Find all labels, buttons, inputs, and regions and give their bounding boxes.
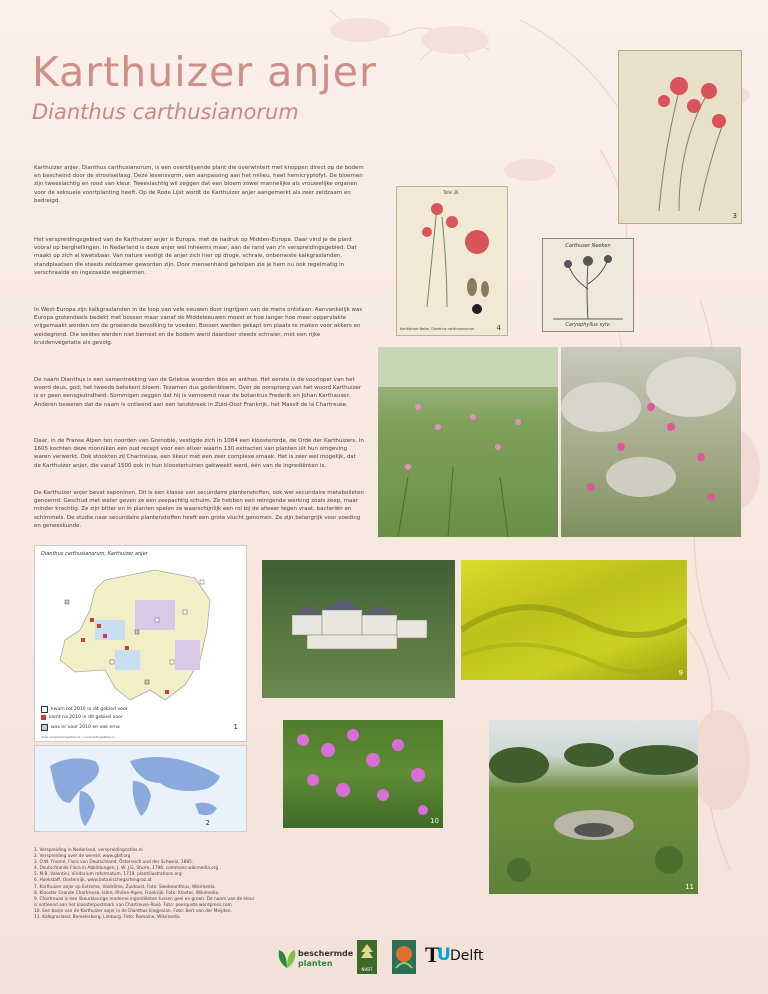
engraving-caption: Caryophyllus sylv.	[565, 322, 611, 328]
photo-rock-flowers	[561, 347, 741, 537]
legend-both	[41, 724, 120, 731]
plate-label: Tafel 36	[443, 190, 459, 195]
reference-item: 7. Karthuizer anjer op Estreme, Valdrôme, Zuidoost. Foto: Swebeanthius, Wikimedia.	[34, 884, 216, 890]
reference-item: 3. O.W. Thomé, Flora von Deutschland, Österreich und der Schweiz, 1885.	[34, 860, 194, 866]
reference-item: 6. Hoekstaff, Oostenrijk, www.botanischegartengraz.at	[34, 878, 152, 884]
logo-beschermde-planten	[276, 940, 354, 974]
legend-label: was er voor 2010 en ook erna	[51, 725, 120, 730]
reference-item: 9. Chartreuse is een likeurkleurige moderne ingrediënten tussen geel en groen. De naam van de kleur	[34, 896, 255, 902]
paragraph-saponins: De Karthuizer anjer bevat saponinen. Dit is een klasse van secundaire plantenstoffen, ook wel secundaire metabolieten genoemd. Geschud met water geven ze een zeepachtig schuim. Ze hebben een reinigende werking zoals zeep, maar minder krachtig. Ze zijn bitter en in planten spelen ze waarschijnlijk een rol bij de afweer tegen vraat, bacteriën en schimmels. De studie naar secundaire plantenstoffen heeft een grote vlucht genomen. Ze zijn belangrijk voor voeding en geneeskunde.	[34, 490, 364, 529]
photo-limestone-grassland	[489, 720, 698, 894]
distribution-map-netherlands	[34, 545, 247, 742]
image-number-1: 1	[233, 723, 238, 731]
image-number-4: 4	[496, 324, 501, 332]
legend-after-2010	[41, 715, 123, 720]
logo-tu-delft	[425, 940, 489, 974]
image-number-9: 9	[678, 669, 683, 677]
image-number-2: 2	[205, 819, 210, 827]
paragraph-monks: Daar, in de Franse Alpen ten noorden van Grenoble, vestigde zich in 1084 een kloosterorde, de Orde der Karthuizers. In 1605 kochten deze monniken een oud recept voor een elixer waarin 130 extracten van planten uit hun omgeving waren verwerkt. Ook stookten zij Chartreuse, een likeur met een zeer complexe smaak. Het is zeer wel mogelijk, dat de Karthuizer anjer, die vanaf 1500 ook in hun kloostertuinen gekweekt werd, één van de ingrediënten is.	[34, 438, 364, 469]
photo-chartreuse-colour	[461, 560, 687, 680]
photo-monastery-chartreuse	[262, 560, 455, 698]
paragraph-grasslands: In West-Europa zijn kalkgraslanden in de loop van vele eeuwen door ingrijpen van de mens ontstaan. Aanvankelijk was Europa grotendeels bedekt met bossen maar vanaf de Middeleeuwen moest er hoe langer hoe meer oppervlakte vrijgemaakt worden om de groeiende bevolking te voeden. Bossen werden gekapt om plaats te maken voor akkers en weidegrond. Die weides werden niet bemest en de bodem werd daardoor steeds schraler, met een rijke kruidenvegetatie als gevolg.	[34, 307, 363, 346]
references-list	[34, 848, 364, 921]
legend-swatch	[41, 715, 46, 720]
page-subtitle: Dianthus carthusianorum	[32, 100, 299, 124]
logo-tu-t: T	[425, 942, 440, 967]
page-title: Karthuizer anjer	[32, 48, 377, 96]
legend-label: komt na 2010 in dit gebied voor	[49, 715, 123, 720]
logo-text-planten: planten	[298, 959, 333, 968]
botanical-plate-sturm	[396, 186, 508, 336]
reference-item: 11. Kalkgrasland, Bemelerberg, Limburg. Foto: Romaine, Wikimedia.	[34, 915, 181, 921]
paragraph-distribution: Het verspreidingsgebied van de Karthuizer anjer is Europa, met de nadruk op Midden-Europa. Daar vind je de plant vooral op berghellingen. In Nederland is deze anjer wel inheems maar, aan de rand van z'n verspreidingsgebied. Dat maakt op zich al kwetsbaar. Van nature vestigt de anjer zich hier op droge, schrale, onbemeste kalkgraslanden, standplaatsen die steeds zeldzamer geworden zijn. Door mensenhand geholpen zie je hem nu ook regelmatig in verschraalde en ingezaaide wegbermen.	[34, 237, 357, 276]
reference-item: 10. Een bosje van de Karthuizer anjer in de Dianthus kingjesian. Foto: Bert van der Meijden.	[34, 908, 232, 914]
image-number-11: 11	[685, 883, 694, 891]
logo-text-beschermde: beschermde	[298, 949, 354, 958]
reference-item: 4. Deutschlands Flora in Abbildungen, J. W. J.G. Sturm, 1796. commons.wikimedia.org	[34, 866, 219, 872]
logo-tu-delft-text: Delft	[450, 948, 484, 964]
image-number-3: 3	[732, 212, 737, 220]
engraving-title: Carthuser Neeken	[565, 243, 611, 249]
paragraph-intro: Karthuizer anjer, Dianthus carthusianorum, is een overblijvende plant die overwintert met knoppen direct op de bodem en bescheind door de strooisellaag. Deze levensvorm, een aanpassing aan het milieu, heet hemicryptofyt. De bloemen zijn tweeslachtig en rood van kleur. Tweeslachtig wil zeggen dat een bloem zowel mannelijke als vrouwelijke organen voor de seksuele voortplanting heeft. Op de Rode Lijst wordt de Karthuizer anjer aangemerkt als zeer zeldzaam en bedreigd.	[34, 165, 364, 204]
reference-item: is ontleend aan het kloosterpostmark van Chartreuse-Rosé. Foto: peerquote.wordpress.com	[34, 902, 232, 908]
botanical-plate-thome	[618, 50, 742, 224]
logo-nvbt	[357, 940, 377, 974]
image-number-10: 10	[430, 817, 439, 825]
logo-tu-u: U	[437, 945, 451, 965]
map-title: Dianthus carthusianorum, Karthuizer anjer	[41, 551, 148, 557]
reference-item: 1. Verspreiding in Nederland, verspreidingsatlas.nl	[34, 848, 143, 853]
reference-item: 5. M.B. Valentini, Viridarium reformatum, 1719. plantillustrations.org	[34, 872, 182, 878]
legend-before-2010	[41, 706, 128, 713]
photo-pink-flowers	[283, 720, 443, 828]
world-distribution-map	[34, 745, 247, 832]
plate-caption: Karthäuser-Nelke, Dianthus carthusianorum.	[400, 327, 476, 331]
reference-item: 2. Verspreiding over de wereld: www.gbif.org	[34, 854, 131, 860]
paragraph-name: De naam Dianthus is een samentrekking van de Griekse woorden dios en anthos. Het eerste is de voorloper van het woord deus, god; het tweede betekent bloem. Tezamen dus godenbloem. Over de oorsprong van het woord Karthuizer is er geen eensgezindheid. Sommigen zeggen dat hij is vernoemd naar de botanicus Frederik en Johan Karthauser. Anderen beweren dat de naam is ontleend aan een landstreek in Zuid-Oost Frankrijk, het Massif de la Chartreuse.	[34, 377, 362, 408]
legend-swatch	[41, 724, 48, 731]
legend-label: kwam tot 2010 in dit gebied voor	[51, 707, 128, 712]
engraving-valentini	[542, 238, 634, 332]
logo-hortus	[392, 940, 416, 974]
map-source: www.verspreidingsatlas.nl / verspreidingsatlas.nl	[41, 735, 115, 739]
photo-habitat-grass	[378, 347, 558, 537]
legend-swatch	[41, 706, 48, 713]
reference-item: 8. Klooster Grande Chartreuse, Isère, Rhône-Alpes, Frankrijk. Foto: Kloster, Wikimedia.	[34, 890, 220, 896]
logo-text-nvbt: NVBT	[361, 967, 373, 972]
